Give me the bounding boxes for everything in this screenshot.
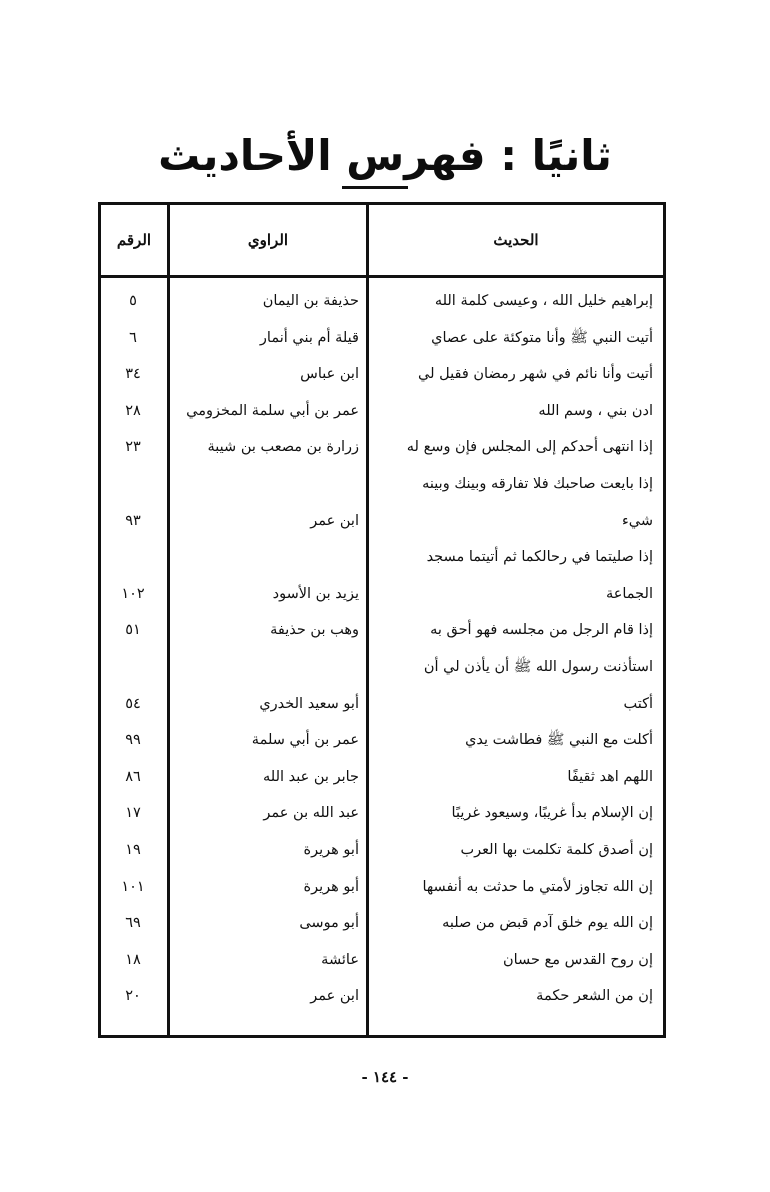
hadith-text: استأذنت رسول الله ﷺ أن يأذن لي أن xyxy=(423,659,653,675)
column-divider xyxy=(167,205,170,1035)
hadith-number: ١٠٢ xyxy=(121,585,145,602)
narrator-name: أبو هريرة xyxy=(303,878,359,895)
narrator-name: أبو هريرة xyxy=(303,842,359,858)
narrator-name: ابن عمر xyxy=(310,512,359,529)
narrator-name: حذيفة بن اليمان xyxy=(262,293,359,309)
column-divider xyxy=(366,205,369,1035)
hadith-text: إذا انتهى أحدكم إلى المجلس فإن وسع له xyxy=(406,439,653,456)
hadith-number: ٢٣ xyxy=(125,439,141,456)
hadith-number: ١٠١ xyxy=(121,878,145,895)
hadith-text: إن الإسلام بدأ غريبًا، وسيعود غريبًا xyxy=(451,805,653,822)
hadith-number: ٩٣ xyxy=(125,512,141,529)
hadith-text: أكلت مع النبي ﷺ فطاشت يدي xyxy=(465,732,653,749)
hadith-text: إذا قام الرجل من مجلسه فهو أحق به xyxy=(430,622,653,639)
hadith-text: اللهم اهد ثقيفًا xyxy=(567,768,653,785)
header-number: الرقم xyxy=(116,231,152,249)
narrator-name: وهب بن حذيفة xyxy=(270,622,359,639)
hadith-text: شيء xyxy=(621,512,653,529)
hadith-number: ٩٩ xyxy=(125,732,141,749)
hadith-number: ٦ xyxy=(129,329,137,346)
narrator-name: يزيد بن الأسود xyxy=(272,585,359,602)
hadith-text: أكتب xyxy=(623,695,653,712)
narrator-name: عبد الله بن عمر xyxy=(263,805,359,822)
hadith-text: إن أصدق كلمة تكلمت بها العرب xyxy=(460,842,653,858)
hadith-number: ٥١ xyxy=(125,622,141,639)
hadith-number: ٥ xyxy=(129,293,137,309)
title-underline xyxy=(342,186,408,189)
hadith-text: إن الله تجاوز لأمتي ما حدثت به أنفسها xyxy=(422,878,653,895)
narrator-name: قيلة أم بني أنمار xyxy=(259,329,359,346)
page-number: - ١٤٤ - xyxy=(361,1068,409,1086)
hadith-number: ٢٨ xyxy=(125,402,141,419)
narrator-name: أبو موسى xyxy=(299,915,359,932)
hadith-text: أتيت النبي ﷺ وأنا متوكئة على عصاي xyxy=(431,329,653,346)
narrator-name: عمر بن أبي سلمة xyxy=(251,732,359,749)
hadith-number: ١٧ xyxy=(125,805,141,822)
hadith-index-table xyxy=(98,202,666,1038)
hadith-number: ١٩ xyxy=(125,842,141,858)
hadith-number: ٣٤ xyxy=(125,366,141,383)
narrator-name: عائشة xyxy=(321,951,359,968)
page-title: ثانيًا : فهرس الأحاديث xyxy=(158,131,612,180)
narrator-name: ابن عباس xyxy=(300,366,359,383)
header-narrator: الراوي xyxy=(247,231,289,249)
hadith-number: ٨٦ xyxy=(125,768,141,785)
hadith-text: الجماعة xyxy=(605,585,653,602)
hadith-number: ٥٤ xyxy=(125,695,141,712)
header-hadith: الحديث xyxy=(493,231,539,249)
hadith-text: إن روح القدس مع حسان xyxy=(502,951,653,968)
hadith-text: ادن بني ، وسم الله xyxy=(538,402,653,419)
hadith-text: أتيت وأنا نائم في شهر رمضان فقيل لي xyxy=(418,366,653,383)
hadith-number: ٦٩ xyxy=(125,915,141,932)
header-divider xyxy=(101,275,663,278)
hadith-text: إن من الشعر حكمة xyxy=(536,988,653,1005)
narrator-name: زرارة بن مصعب بن شيبة xyxy=(207,439,359,456)
hadith-text: إذا بايعت صاحبك فلا تفارقه وبينك وبينه xyxy=(422,476,653,492)
narrator-name: جابر بن عبد الله xyxy=(263,768,359,785)
narrator-name: عمر بن أبي سلمة المخزومي xyxy=(186,402,359,419)
narrator-name: ابن عمر xyxy=(310,988,359,1005)
hadith-text: إبراهيم خليل الله ، وعيسى كلمة الله xyxy=(434,293,653,309)
hadith-text: إن الله يوم خلق آدم قبض من صلبه xyxy=(442,915,653,932)
hadith-number: ١٨ xyxy=(125,951,141,968)
hadith-text: إذا صليتما في رحالكما ثم أتيتما مسجد xyxy=(426,549,653,566)
narrator-name: أبو سعيد الخدري xyxy=(259,695,359,712)
hadith-number: ٢٠ xyxy=(125,988,141,1005)
